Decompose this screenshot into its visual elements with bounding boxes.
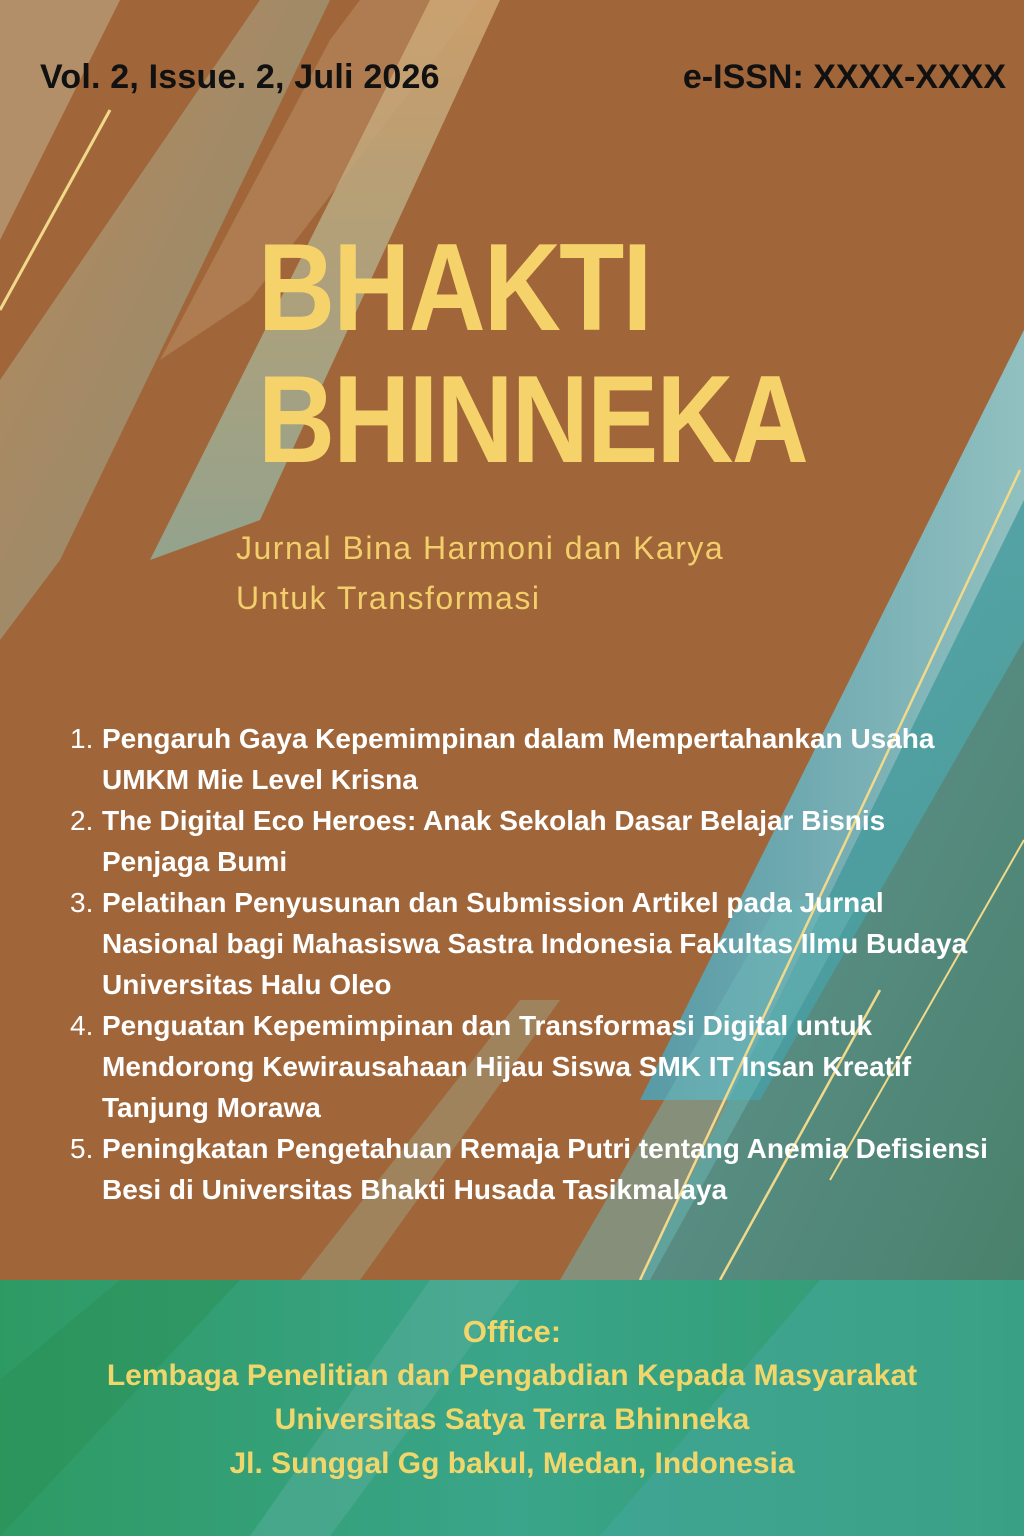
toc-title: The Digital Eco Heroes: Anak Sekolah Dasar Belajar Bisnis Penjaga Bumi bbox=[102, 805, 886, 877]
toc-number: 1. bbox=[70, 723, 94, 754]
title-line-2: BHINNEKA bbox=[258, 351, 808, 489]
table-of-contents bbox=[70, 718, 1000, 1210]
volume-issue: Vol. 2, Issue. 2, Juli 2026 bbox=[40, 58, 440, 96]
toc-number: 5. bbox=[70, 1133, 94, 1164]
office-address bbox=[0, 1310, 1024, 1486]
office-institution: Lembaga Penelitian dan Pengabdian Kepada Masyarakat bbox=[106, 1359, 918, 1392]
office-heading: Office: bbox=[462, 1314, 562, 1349]
subtitle-line-2: Untuk Transformasi bbox=[236, 580, 541, 616]
office-street: Jl. Sunggal Gg bakul, Medan, Indonesia bbox=[229, 1447, 795, 1480]
office-university: Universitas Satya Terra Bhinneka bbox=[274, 1403, 750, 1436]
journal-title bbox=[258, 219, 808, 489]
toc-number: 3. bbox=[70, 887, 94, 918]
toc-title: Peningkatan Pengetahuan Remaja Putri tentang Anemia Defisiensi Besi di Universitas Bhakti Husada Tasikmalaya bbox=[102, 1133, 988, 1205]
toc-title: Pelatihan Penyusunan dan Submission Artikel pada Jurnal Nasional bagi Mahasiswa Sastra Indonesia Fakultas Ilmu Budaya Universitas Halu Oleo bbox=[102, 887, 968, 1000]
toc-item bbox=[70, 1005, 1000, 1128]
toc-number: 4. bbox=[70, 1010, 94, 1041]
subtitle-line-1: Jurnal Bina Harmoni dan Karya bbox=[236, 530, 725, 566]
toc-item bbox=[70, 800, 1000, 882]
title-line-1: BHAKTI bbox=[258, 219, 651, 357]
toc-title: Pengaruh Gaya Kepemimpinan dalam Mempertahankan Usaha UMKM Mie Level Krisna bbox=[102, 723, 935, 795]
journal-subtitle bbox=[236, 523, 724, 623]
issn: e-ISSN: XXXX-XXXX bbox=[682, 58, 1006, 96]
toc-title: Penguatan Kepemimpinan dan Transformasi Digital untuk Mendorong Kewirausahaan Hijau Siswa SMK IT Insan Kreatif Tanjung Morawa bbox=[102, 1010, 912, 1123]
toc-number: 2. bbox=[70, 805, 94, 836]
toc-item bbox=[70, 882, 1000, 1005]
toc-item bbox=[70, 718, 1000, 800]
toc-item bbox=[70, 1128, 1000, 1210]
